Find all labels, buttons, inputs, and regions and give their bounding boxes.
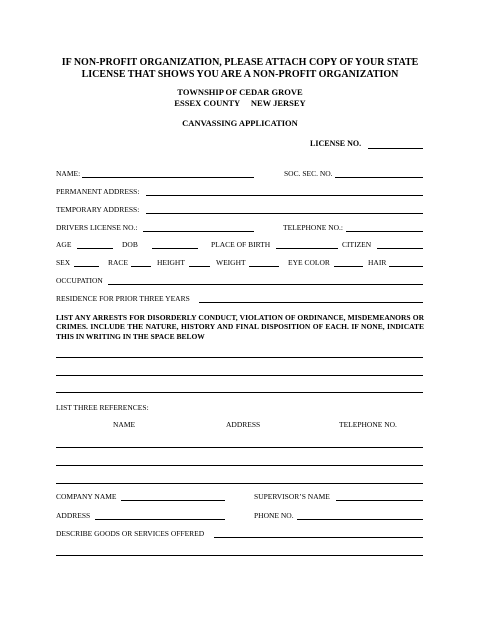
ssn-label: SOC. SEC. NO. (284, 169, 333, 178)
company-address-field[interactable] (95, 519, 225, 520)
company-name-field[interactable] (121, 500, 225, 501)
eye-color-label: EYE COLOR (288, 258, 330, 267)
arrests-line-1[interactable] (56, 357, 423, 358)
township-heading: TOWNSHIP OF CEDAR GROVE (177, 87, 303, 97)
hair-field[interactable] (389, 266, 423, 267)
telephone-label: TELEPHONE NO.: (283, 223, 343, 232)
sex-label: SEX (56, 258, 71, 267)
race-field[interactable] (131, 266, 151, 267)
arrests-instructions: LIST ANY ARRESTS FOR DISORDERLY CONDUCT, VIOLATION OF ORDINANCE, MISDEMEANORS OR CRIMES. INCLUDE THE NATURE, HISTORY AND FINAL DISPOSITION OF EACH. IF NONE, INDICATE THIS IN WRITING IN THE SPACE BELOW (56, 313, 424, 341)
age-field[interactable] (77, 248, 113, 249)
license-no-field[interactable] (368, 148, 423, 149)
citizen-field[interactable] (377, 248, 423, 249)
references-heading: LIST THREE REFERENCES: (56, 403, 149, 412)
notice-line-2: LICENSE THAT SHOWS YOU ARE A NON-PROFIT ORGANIZATION (81, 68, 399, 80)
goods-services-field[interactable] (214, 537, 423, 538)
place-of-birth-field[interactable] (276, 248, 338, 249)
reference-line-3[interactable] (56, 483, 423, 484)
company-phone-field[interactable] (297, 519, 423, 520)
race-label: RACE (108, 258, 129, 267)
place-of-birth-label: PLACE OF BIRTH (211, 240, 271, 249)
height-label: HEIGHT (157, 258, 185, 267)
dob-field[interactable] (152, 248, 198, 249)
supervisor-name-label: SUPERVISOR’S NAME (254, 492, 330, 501)
company-phone-label: PHONE NO. (254, 511, 294, 520)
ssn-field[interactable] (335, 177, 423, 178)
weight-label: WEIGHT (216, 258, 246, 267)
temporary-address-label: TEMPORARY ADDRESS: (56, 205, 140, 214)
arrests-line-3[interactable] (56, 392, 423, 393)
state-label: NEW JERSEY (250, 98, 306, 108)
drivers-license-label: DRIVERS LICENSE NO.: (56, 223, 138, 232)
residence-label: RESIDENCE FOR PRIOR THREE YEARS (56, 294, 190, 303)
company-address-label: ADDRESS (56, 511, 91, 520)
occupation-field[interactable] (108, 284, 423, 285)
hair-label: HAIR (368, 258, 387, 267)
references-name-column: NAME (113, 420, 136, 429)
permanent-address-label: PERMANENT ADDRESS: (56, 187, 140, 196)
company-name-label: COMPANY NAME (56, 492, 117, 501)
occupation-label: OCCUPATION (56, 276, 103, 285)
height-field[interactable] (189, 266, 210, 267)
arrests-line-2[interactable] (56, 375, 423, 376)
telephone-field[interactable] (346, 231, 423, 232)
permanent-address-field[interactable] (146, 195, 423, 196)
reference-line-1[interactable] (56, 447, 423, 448)
county-state-heading (0, 98, 480, 109)
drivers-license-field[interactable] (143, 231, 254, 232)
supervisor-name-field[interactable] (336, 500, 423, 501)
temporary-address-field[interactable] (146, 213, 423, 214)
goods-services-line-2[interactable] (56, 555, 423, 556)
age-label: AGE (56, 240, 72, 249)
references-telephone-column: TELEPHONE NO. (339, 420, 397, 429)
references-address-column: ADDRESS (226, 420, 261, 429)
license-no-label: LICENSE NO. (310, 139, 362, 148)
form-title: CANVASSING APPLICATION (182, 118, 298, 128)
citizen-label: CITIZEN (342, 240, 372, 249)
residence-field[interactable] (199, 302, 423, 303)
reference-line-2[interactable] (56, 465, 423, 466)
name-label: NAME: (56, 169, 81, 178)
county-label: ESSEX COUNTY (174, 98, 241, 108)
non-profit-notice (40, 57, 440, 80)
notice-line-1: IF NON-PROFIT ORGANIZATION, PLEASE ATTACH COPY OF YOUR STATE (61, 57, 419, 68)
weight-field[interactable] (249, 266, 279, 267)
goods-services-label: DESCRIBE GOODS OR SERVICES OFFERED (56, 529, 205, 538)
sex-field[interactable] (74, 266, 99, 267)
dob-label: DOB (122, 240, 138, 249)
eye-color-field[interactable] (334, 266, 363, 267)
name-field[interactable] (82, 177, 254, 178)
